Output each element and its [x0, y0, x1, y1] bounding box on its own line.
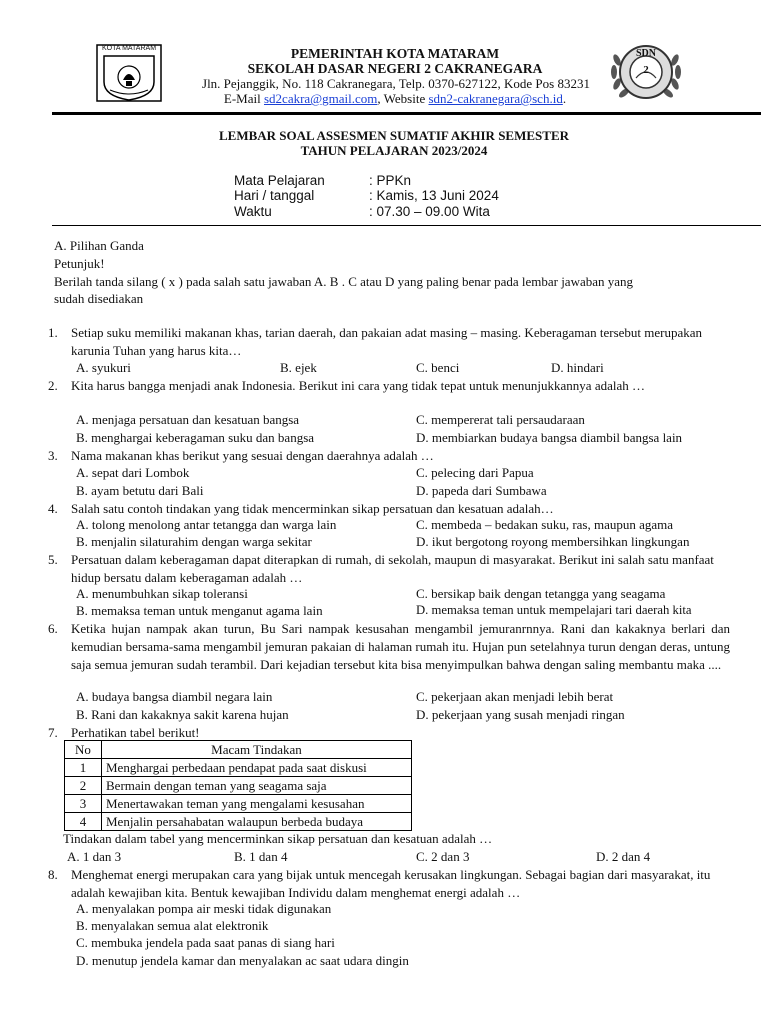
question-text: Menghemat energi merupakan cara yang bijak untuk mencegah kerusakan lingkungan. Sebagai bagian dari masyarakat, itu adalah kewajiban kita. Bentuk kewajiban Individu dalam menghemat energi adalah … — [71, 867, 711, 900]
question-6 — [48, 620, 730, 674]
option-b[interactable]: B. menjalin silaturahim dengan warga sekitar — [76, 534, 312, 549]
option-b[interactable]: B. menyalakan semua alat elektronik — [76, 918, 269, 933]
header-line-2: SEKOLAH DASAR NEGERI 2 CAKRANEGARA — [247, 61, 543, 76]
option-a[interactable]: A. sepat dari Lombok — [76, 465, 190, 480]
question-text: Setiap suku memiliki makanan khas, tarian daerah, dan pakaian adat masing – masing. Keberagaman tersebut merupakan karunia Tuhan yang harus kita… — [71, 325, 703, 358]
option-b[interactable]: B. ayam betutu dari Bali — [76, 483, 204, 498]
table-cell-action: Menghargai perbedaan pendapat pada saat diskusi — [102, 759, 412, 777]
option-d[interactable]: D. papeda dari Sumbawa — [416, 483, 547, 498]
option-d[interactable]: D. memaksa teman untuk mempelajari tari daerah kita — [416, 603, 692, 617]
info-time-value: : 07.30 – 09.00 Wita — [369, 204, 490, 219]
section-heading: A. Pilihan Ganda — [54, 238, 144, 253]
question-number: 7. — [48, 725, 58, 740]
option-a[interactable]: A. budaya bangsa diambil negara lain — [76, 689, 273, 704]
table-row — [65, 813, 412, 831]
option-b[interactable]: B. 1 dan 4 — [234, 849, 288, 864]
header-address: Jln. Pejanggik, No. 118 Cakranegara, Telp. 0370-627122, Kode Pos 83231 — [202, 76, 590, 91]
table-cell-no: 3 — [65, 795, 102, 813]
option-c[interactable]: C. benci — [416, 360, 460, 375]
option-a[interactable]: A. syukuri — [76, 360, 131, 375]
option-a[interactable]: A. tolong menolong antar tetangga dan warga lain — [76, 517, 337, 532]
table-cell-action: Bermain dengan teman yang seagama saja — [102, 777, 412, 795]
info-subject-value: : PPKn — [369, 173, 412, 188]
question-number: 8. — [48, 867, 58, 882]
question-2 — [48, 377, 730, 395]
exam-title: LEMBAR SOAL ASSESMEN SUMATIF AKHIR SEMESTER — [219, 128, 569, 143]
website-prefix: , Website — [377, 91, 429, 106]
table-cell-no: 4 — [65, 813, 102, 831]
option-a[interactable]: A. menyalakan pompa air meski tidak digunakan — [76, 901, 332, 916]
option-b[interactable]: B. menghargai keberagaman suku dan bangsa — [76, 430, 315, 445]
header-contact — [150, 91, 640, 107]
exam-year: TAHUN PELAJARAN 2023/2024 — [300, 143, 488, 158]
question-text: Kita harus bangga menjadi anak Indonesia. Berikut ini cara yang tidak tepat untuk menunjukkannya adalah … — [71, 378, 645, 393]
question-number: 2. — [48, 378, 58, 393]
question-number: 4. — [48, 501, 58, 516]
info-date-value: : Kamis, 13 Juni 2024 — [369, 188, 499, 203]
option-d[interactable]: D. ikut bergotong royong membersihkan lingkungan — [416, 534, 690, 549]
table-cell-no: 1 — [65, 759, 102, 777]
table-cell-action: Menjalin persahabatan walaupun berbeda budaya — [102, 813, 412, 831]
question-text: Salah satu contoh tindakan yang tidak mencerminkan sikap persatuan dan kesatuan adalah… — [71, 501, 554, 516]
question-5 — [48, 551, 730, 587]
question-number: 5. — [48, 552, 58, 567]
table-header-row — [65, 741, 412, 759]
table-header-action: Macam Tindakan — [102, 741, 412, 759]
instruction-line-2: sudah disediakan — [54, 291, 144, 306]
question-7-followup: Tindakan dalam tabel yang mencerminkan sikap persatuan dan kesatuan adalah … — [63, 831, 493, 846]
question-1 — [48, 324, 730, 360]
table-cell-action: Menertawakan teman yang mengalami kesusahan — [102, 795, 412, 813]
option-d[interactable]: D. 2 dan 4 — [596, 849, 651, 864]
option-b[interactable]: B. Rani dan kakaknya sakit karena hujan — [76, 707, 289, 722]
option-c[interactable]: C. pelecing dari Papua — [416, 465, 534, 480]
logo-right-number: 2 — [643, 64, 649, 76]
instruction-label: Petunjuk! — [54, 256, 105, 271]
question-number: 1. — [48, 325, 58, 340]
option-c[interactable]: C. pekerjaan akan menjadi lebih berat — [416, 689, 614, 704]
option-d[interactable]: D. membiarkan budaya bangsa diambil bangsa lain — [416, 430, 683, 445]
option-a[interactable]: A. menumbuhkan sikap toleransi — [76, 586, 248, 601]
table-row — [65, 759, 412, 777]
option-c[interactable]: C. membuka jendela pada saat panas di siang hari — [76, 935, 335, 950]
header-line-1: PEMERINTAH KOTA MATARAM — [290, 46, 500, 61]
question-8 — [48, 866, 730, 902]
question-4 — [48, 500, 730, 518]
option-d[interactable]: D. hindari — [551, 360, 604, 375]
question-text: Ketika hujan nampak akan turun, Bu Sari nampak kesusahan mengambil jemuranrnnya. Rani dan kakaknya berlari dan kemudian bersama-sama mengambil jemuran pakaian di halaman rumah itu. Hujan pun setelahnya turun dengan deras, untung saja semua jemuran sudah terambil. Dari kejadian tersebut kita bisa menyimpulkan bahwa dengan saling membantu maka .... — [71, 621, 730, 672]
option-c[interactable]: C. membeda – bedakan suku, ras, maupun agama — [416, 517, 674, 532]
header-divider — [52, 112, 761, 115]
table-header-no: No — [65, 741, 102, 759]
logo-right-caption: SDN — [635, 48, 656, 59]
option-d[interactable]: D. menutup jendela kamar dan menyalakan ac saat udara dingin — [76, 953, 409, 968]
info-subject-label: Mata Pelajaran — [234, 173, 325, 188]
table-row — [65, 795, 412, 813]
contact-suffix: . — [562, 91, 567, 106]
info-date-label: Hari / tanggal — [234, 188, 315, 203]
instruction-line-1: Berilah tanda silang ( x ) pada salah satu jawaban A. B . C atau D yang paling benar pada lembar jawaban yang — [54, 274, 634, 289]
actions-table — [64, 740, 412, 831]
question-3 — [48, 447, 730, 465]
email-link[interactable]: sd2cakra@gmail.com — [263, 91, 378, 106]
option-c[interactable]: C. 2 dan 3 — [416, 849, 470, 864]
question-text: Perhatikan tabel berikut! — [71, 725, 200, 740]
info-divider — [52, 225, 761, 226]
logo-left-caption: KOTA MATARAM — [101, 45, 157, 52]
email-prefix: E-Mail — [223, 91, 264, 106]
option-a[interactable]: A. menjaga persatuan dan kesatuan bangsa — [76, 412, 300, 427]
question-text: Persatuan dalam keberagaman dapat diterapkan di rumah, di sekolah, maupun di masyarakat. Berikut ini salah satu manfaat hidup bersatu dalam keberagaman adalah … — [71, 552, 714, 585]
question-text: Nama makanan khas berikut yang sesuai dengan daerahnya adalah … — [71, 448, 434, 463]
option-b[interactable]: B. ejek — [280, 360, 317, 375]
table-cell-no: 2 — [65, 777, 102, 795]
website-link[interactable]: sdn2-cakranegara@sch.id — [428, 91, 563, 106]
table-row — [65, 777, 412, 795]
info-time-label: Waktu — [234, 204, 272, 219]
option-a[interactable]: A. 1 dan 3 — [67, 849, 122, 864]
option-c[interactable]: C. bersikap baik dengan tetangga yang seagama — [416, 586, 666, 601]
question-number: 6. — [48, 621, 58, 636]
option-c[interactable]: C. mempererat tali persaudaraan — [416, 412, 585, 427]
question-number: 3. — [48, 448, 58, 463]
option-b[interactable]: B. memaksa teman untuk menganut agama lain — [76, 603, 323, 618]
option-d[interactable]: D. pekerjaan yang susah menjadi ringan — [416, 707, 625, 722]
